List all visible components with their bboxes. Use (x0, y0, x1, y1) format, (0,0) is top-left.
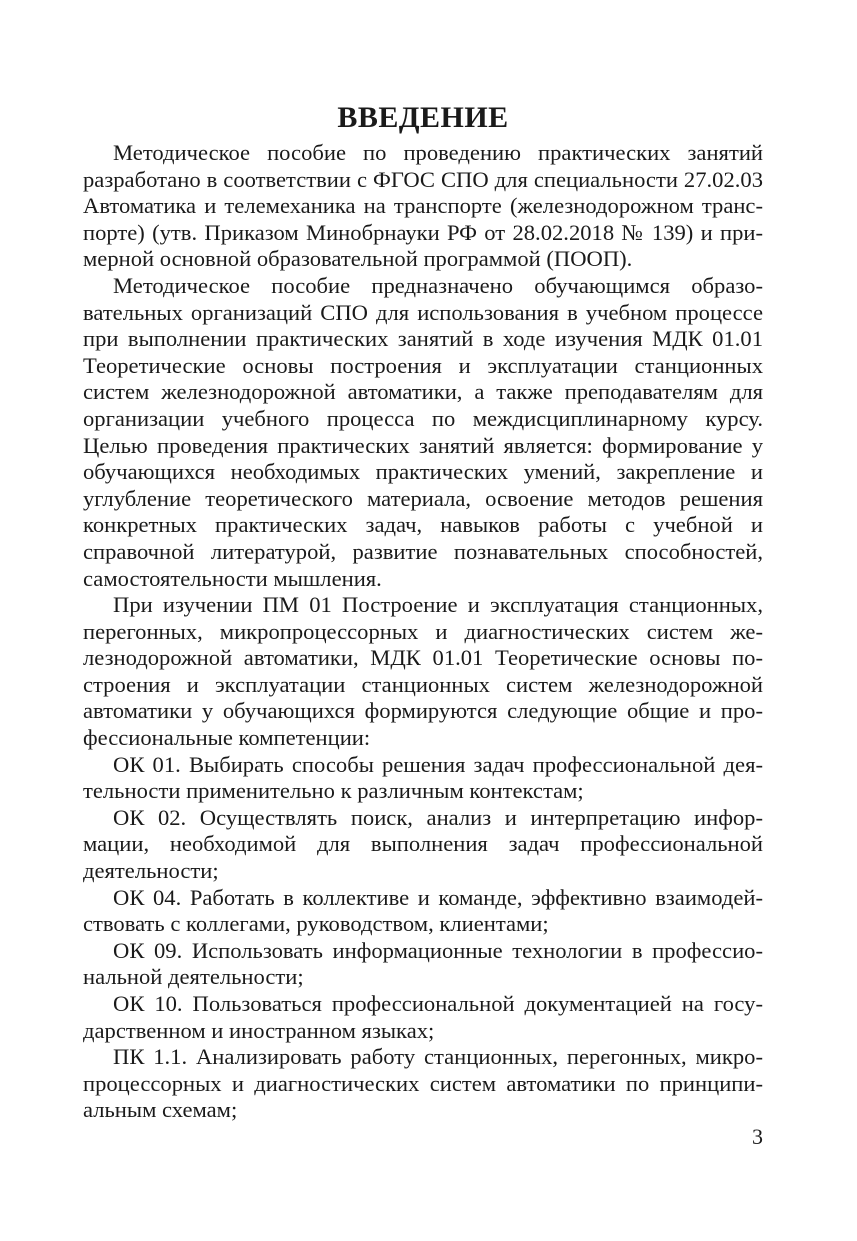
competency-ok09: ОК 09. Использовать информационные технологии в профессиональной деятельности; (83, 937, 763, 990)
paragraph-competencies: При изучении ПМ 01 Построение и эксплуатация станционных, перегонных, микропроцессорных и диагностических систем железнодорожной автоматики, МДК 01.01 Теоретические основы построения и эксплуатации станционных систем железнодорожной автоматики у обучающихся формируются следующие общие и профессиональные компетенции: (83, 592, 763, 751)
page-number: 3 (752, 1124, 763, 1149)
paragraph-intro: Методическое пособие по проведению практических занятий разработано в соответствии с ФГОС СПО для специальности 27.02.03 Автоматика и телемеханика на транспорте (железнодорожном транспорте) (утв. Приказом Минобрнауки РФ от 28.02.2018 № 139) и примерной основной образовательной программой (ПООП). (83, 140, 763, 272)
competency-ok01: ОК 01. Выбирать способы решения задач профессиональной деятельности применительно к различным контекстам; (83, 751, 763, 804)
page-title: ВВЕДЕНИЕ (337, 101, 509, 134)
competency-ok04: ОК 04. Работать в коллективе и команде, эффективно взаимодействовать с коллегами, руководством, клиентами; (83, 884, 763, 937)
competency-pk11: ПК 1.1. Анализировать работу станционных, перегонных, микропроцессорных и диагностических систем автоматики по принципиальным схемам; (83, 1044, 763, 1123)
competency-ok02: ОК 02. Осуществлять поиск, анализ и интерпретацию информации, необходимой для выполнения задач профессиональной деятельности; (83, 804, 763, 884)
competency-ok10: ОК 10. Пользоваться профессиональной документацией на государственном и иностранном языках; (83, 991, 763, 1043)
paragraph-purpose: Методическое пособие предназначено обучающимся образовательных организаций СПО для использования в учебном процессе при выполнении практических занятий в ходе изучения МДК 01.01 Теоретические основы построения и эксплуатации станционных систем железнодорожной автоматики, а также преподавателям для организации учебного процесса по междисциплинарному курсу. Целью проведения практических занятий является: формирование у обучающихся необходимых практических умений, закрепление и углубление теоретического материала, освоение методов решения конкретных практических задач, навыков работы с учебной и справочной литературой, развитие познавательных способностей, самостоятельности мышления. (83, 272, 763, 591)
document-page (83, 100, 763, 1124)
